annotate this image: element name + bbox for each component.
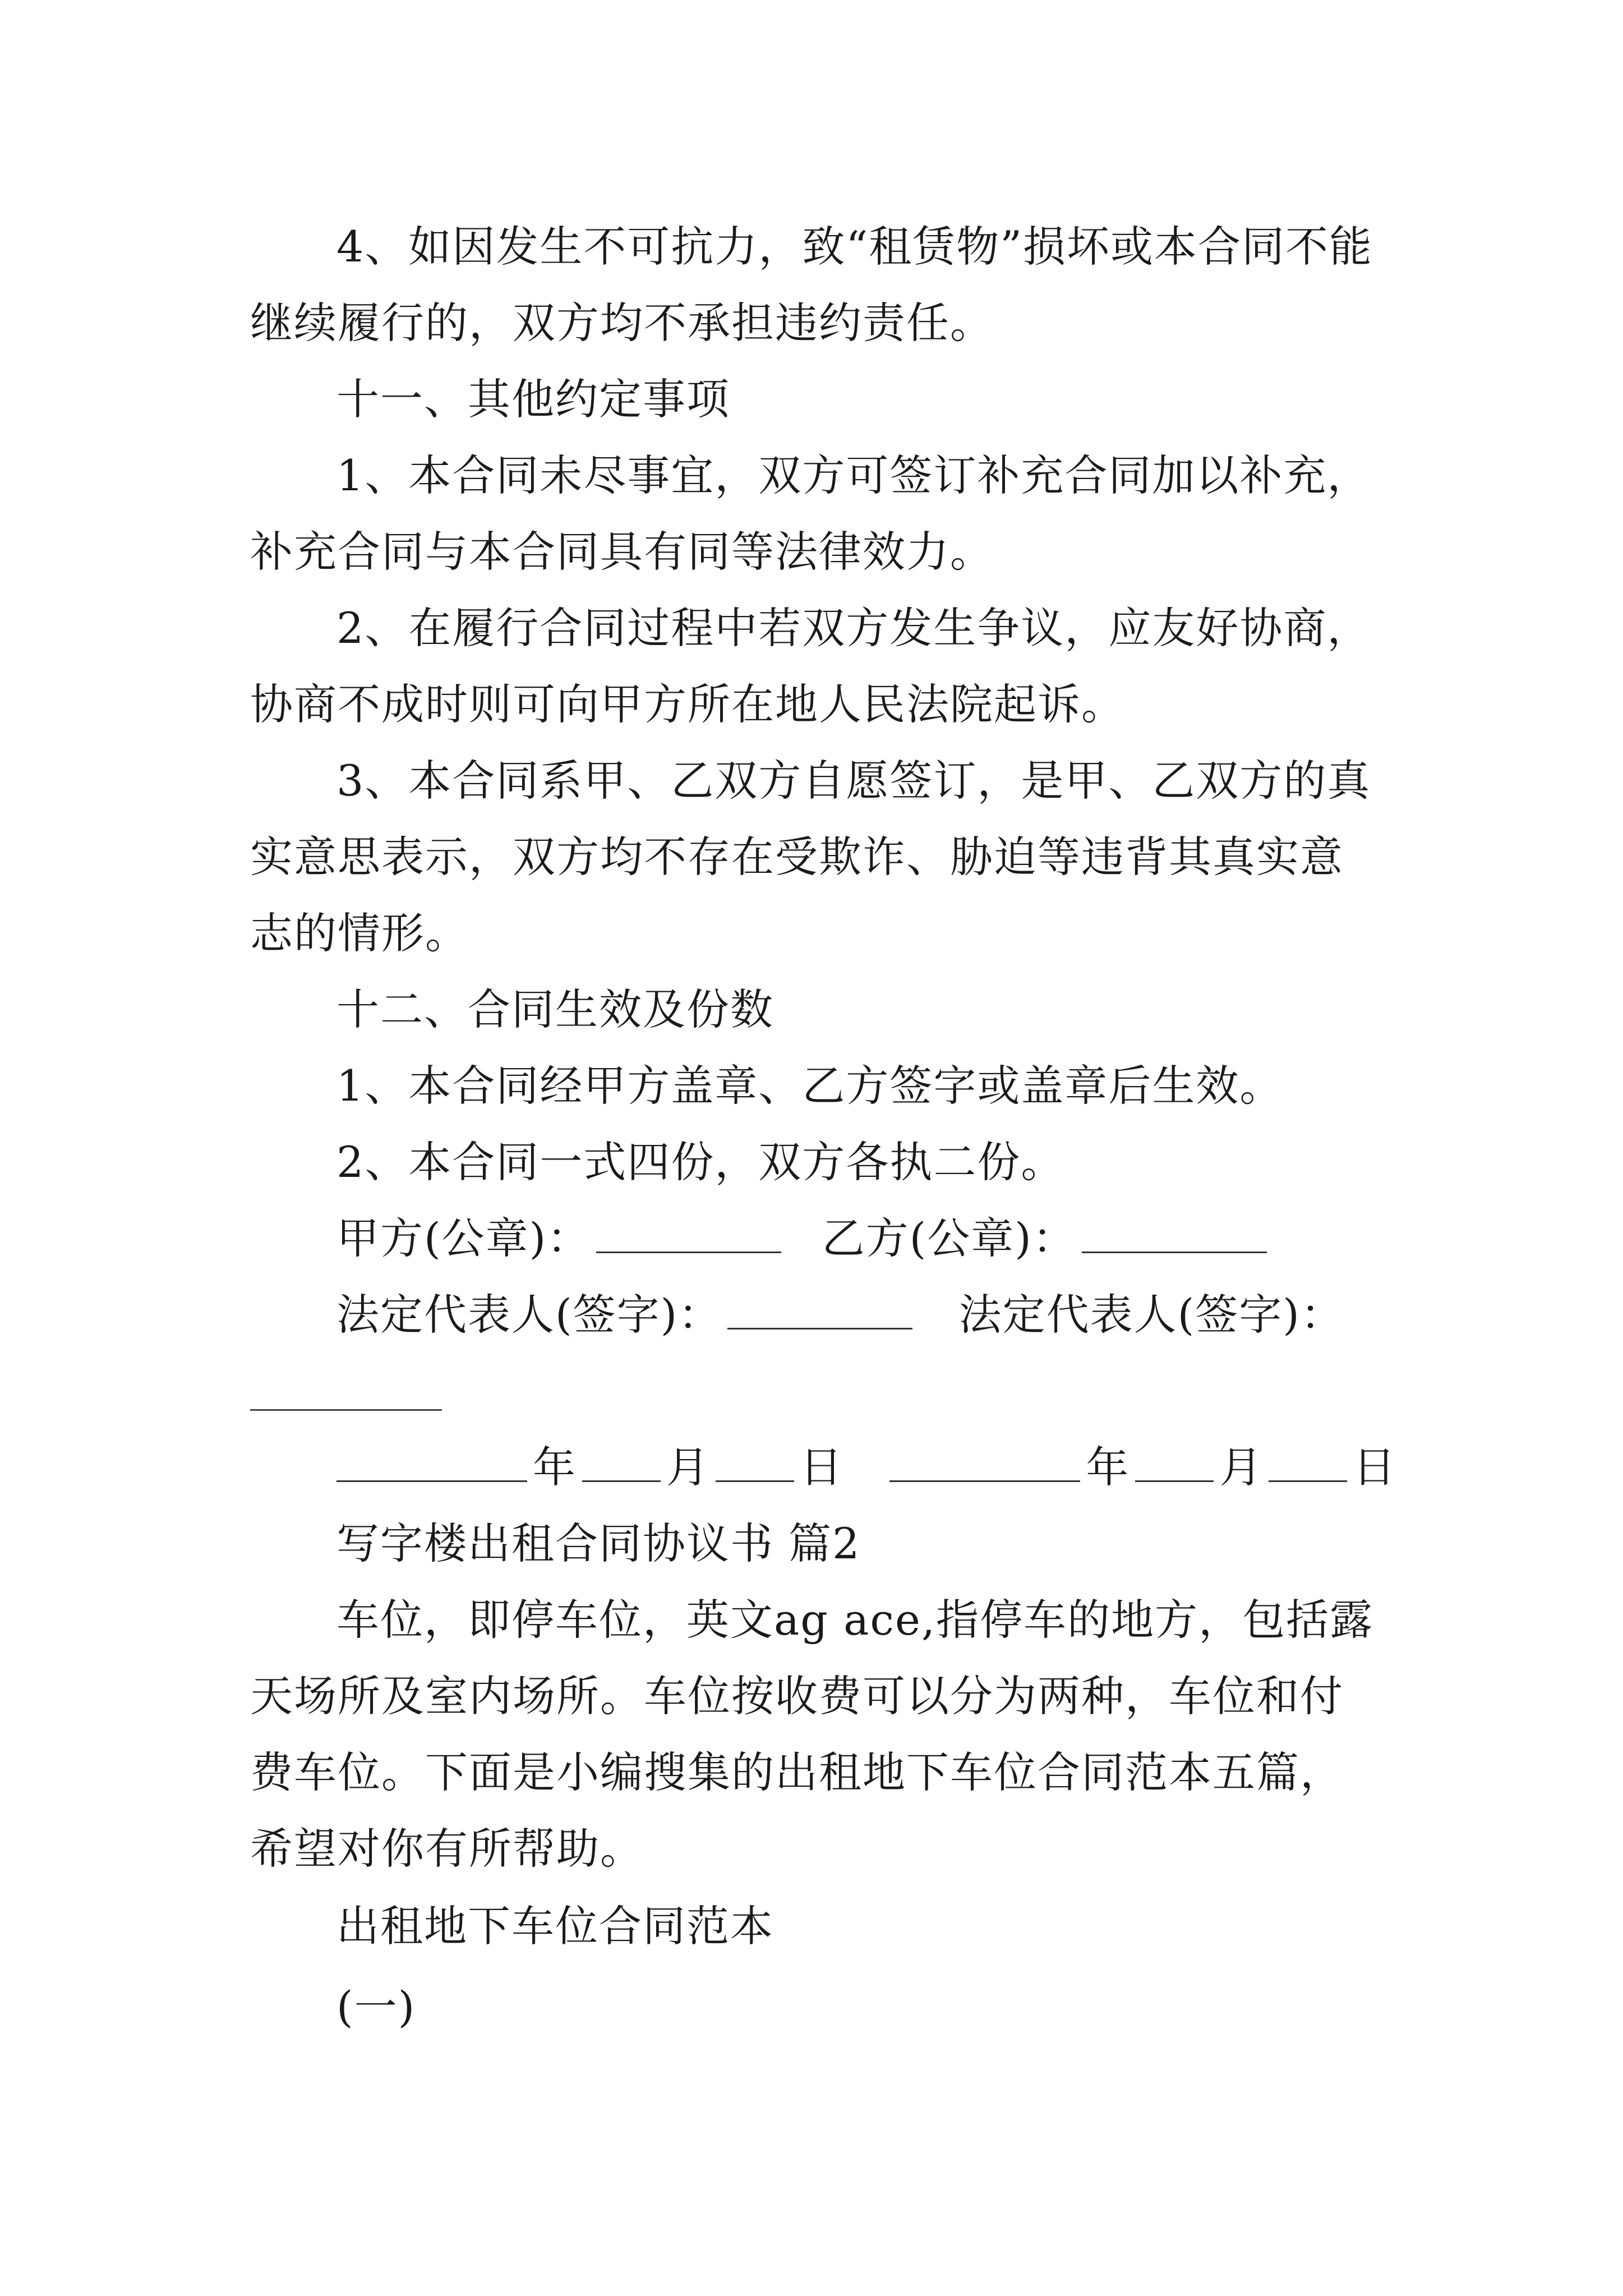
party-b-blank bbox=[1082, 1251, 1267, 1253]
section-title-effect: 十二、合同生效及份数 bbox=[336, 984, 774, 1034]
rep-b-blank bbox=[250, 1409, 442, 1411]
date-a-month-blank bbox=[582, 1480, 661, 1482]
date-b-year-blank bbox=[889, 1480, 1080, 1482]
date-line bbox=[336, 1429, 1396, 1506]
clause-copies: 2、本合同一式四份，双方各执二份。 bbox=[336, 1137, 1065, 1187]
clause-dispute: 2、在履行合同过程中若双方发生争议，应友好协商，协商不成时则可向甲方所在地人民法院起诉。 bbox=[250, 603, 1371, 729]
article-heading-2: 写字楼出租合同协议书 篇2 bbox=[336, 1519, 861, 1568]
rep-signature-line bbox=[336, 1277, 1344, 1353]
date-b-month-blank bbox=[1135, 1480, 1214, 1482]
clause-force-majeure: 4、如因发生不可抗力，致“租赁物”损坏或本合同不能继续履行的，双方均不承担违约责任。 bbox=[250, 222, 1373, 348]
rep-a-blank bbox=[727, 1327, 912, 1329]
date-b-day-blank bbox=[1269, 1480, 1347, 1482]
section-title-other-matters: 十一、其他约定事项 bbox=[336, 374, 730, 424]
rep-b-label: 法定代表人(签字)： bbox=[958, 1290, 1344, 1340]
date-a-year-label: 年 bbox=[533, 1442, 577, 1492]
party-a-label: 甲方(公章)： bbox=[336, 1213, 591, 1263]
date-b-year-label: 年 bbox=[1086, 1442, 1130, 1492]
date-a-day-label: 日 bbox=[800, 1442, 843, 1492]
intro-parking-space: 车位，即停车位，英文ag ace,指停车的地方，包括露天场所及室内场所。车位按收费可以分为两种，车位和付费车位。下面是小编搜集的出租地下车位合同范本五篇，希望对你有所帮助。 bbox=[250, 1595, 1374, 1874]
party-a-blank bbox=[596, 1251, 781, 1253]
date-a-day-blank bbox=[716, 1480, 794, 1482]
clause-supplement: 1、本合同未尽事宜，双方可签订补充合同加以补充，补充合同与本合同具有同等法律效力。 bbox=[250, 450, 1371, 577]
date-a-month-label: 月 bbox=[666, 1442, 710, 1492]
date-a-year-blank bbox=[336, 1480, 527, 1482]
date-b-month-label: 月 bbox=[1219, 1442, 1264, 1492]
clause-effective: 1、本合同经甲方盖章、乙方签字或盖章后生效。 bbox=[336, 1061, 1284, 1111]
date-b-day-label: 日 bbox=[1353, 1442, 1397, 1492]
clause-voluntary: 3、本合同系甲、乙双方自愿签订，是甲、乙双方的真实意思表示，双方均不存在受欺诈、胁迫等违背其真实意志的情形。 bbox=[250, 756, 1371, 958]
party-b-label: 乙方(公章)： bbox=[822, 1213, 1076, 1263]
contract-number: (一) bbox=[336, 1982, 416, 2032]
party-signature-line bbox=[336, 1200, 1272, 1277]
rep-a-label: 法定代表人(签字)： bbox=[336, 1290, 722, 1340]
contract-title-parking: 出租地下车位合同范本 bbox=[336, 1901, 774, 1951]
